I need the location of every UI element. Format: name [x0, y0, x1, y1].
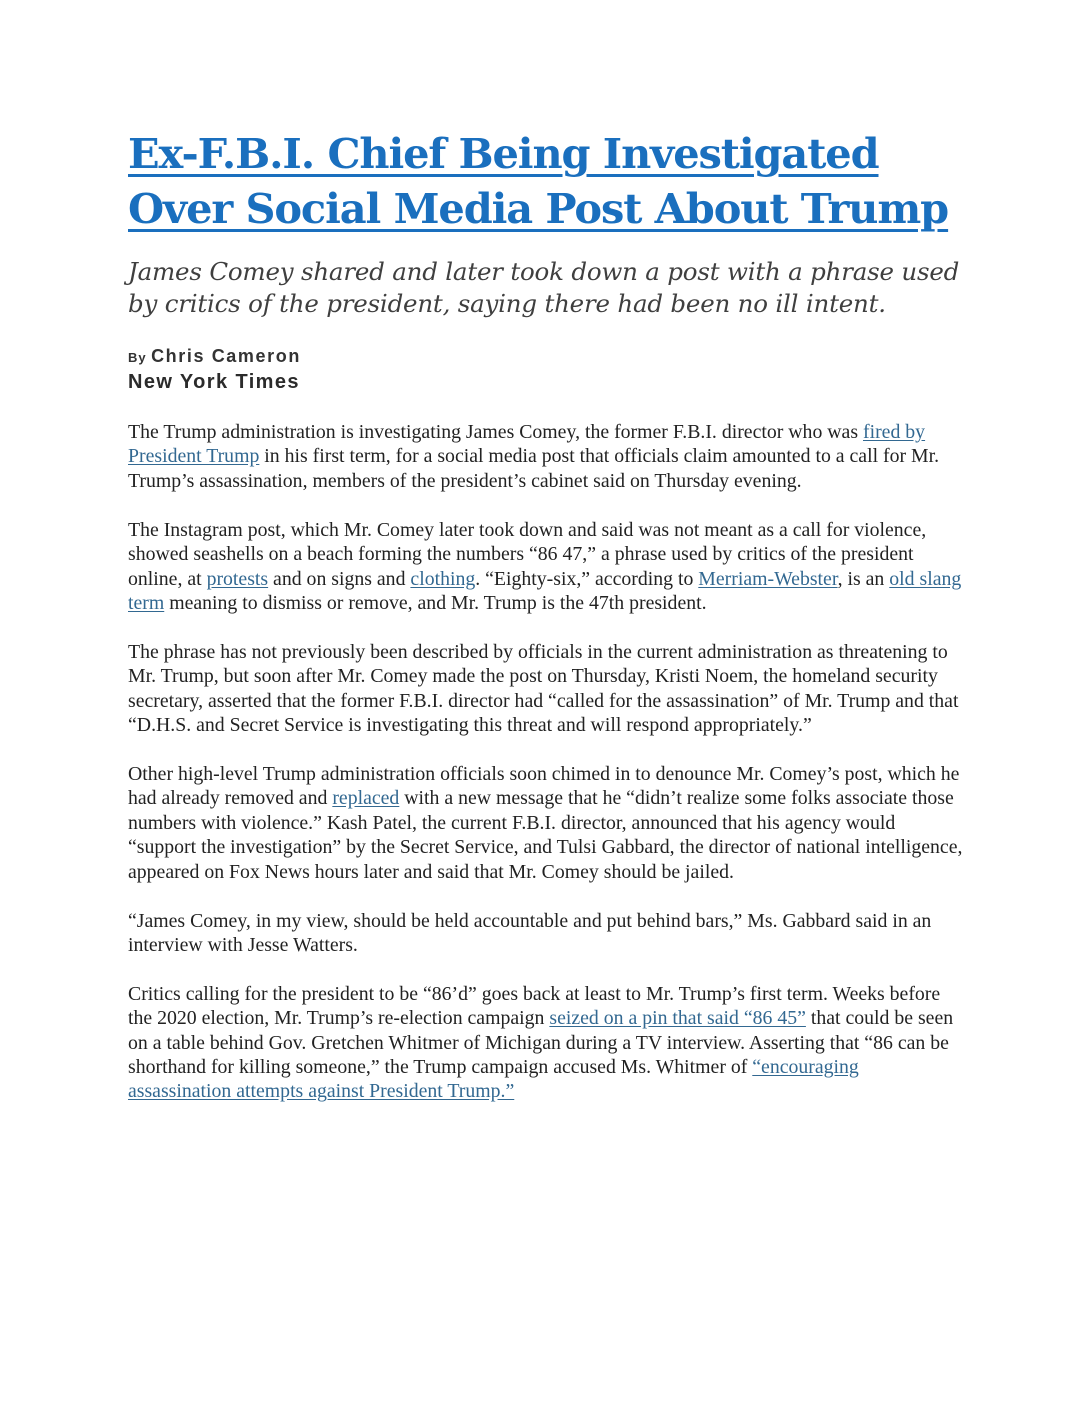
paragraph-4 — [128, 762, 964, 884]
paragraph-text: in his first term, for a social media post that officials claim amounted to a call for Mr. Trump’s assassination, members of the president’s cabinet said on Thursday evening. — [128, 445, 940, 492]
link-old-slang-term[interactable]: old slang term — [128, 567, 962, 614]
link-clothing[interactable]: clothing — [410, 567, 476, 590]
author-name: Chris Cameron — [151, 346, 301, 366]
paragraph-text: The phrase has not previously been described by officials in the current administration as threatening to Mr. Trump, but soon after Mr. Comey made the post on Thursday, Kristi Noem, the homeland security secretary, asserted that the former F.B.I. director had “called for the assassination” of Mr. Trump and that “D.H.S. and Secret Service is investigating this threat and will respond appropriately.” — [128, 640, 959, 737]
article-dek: James Comey shared and later took down a post with a phrase used by critics of the president, saying there had been no ill intent. — [128, 257, 960, 318]
article — [128, 126, 964, 1128]
paragraph-text: The Trump administration is investigating James Comey, the former F.B.I. director who was — [128, 421, 863, 443]
paragraph-text: “James Comey, in my view, should be held accountable and put behind bars,” Ms. Gabbard said in an interview with Jesse Watters. — [128, 909, 932, 956]
link-protests[interactable]: protests — [206, 567, 269, 590]
byline-prefix: By — [128, 350, 147, 365]
paragraph-text: that could be seen on a table behind Gov. Gretchen Whitmer of Michigan during a TV interview. Asserting that “86 can be shorthand for killing someone,” the Trump campaign accused Ms. Whitmer of — [128, 1007, 954, 1079]
link-merriam-webster[interactable]: Merriam-Webster — [698, 567, 838, 590]
paragraph-text: Other high-level Trump administration officials soon chimed in to denounce Mr. Comey’s post, which he had already removed and — [128, 762, 960, 810]
publication-name: New York Times — [128, 371, 300, 393]
paragraph-text: , is an — [837, 567, 890, 590]
byline — [128, 346, 964, 394]
link-fired-by-president-trump[interactable]: fired by President Trump — [128, 421, 926, 468]
paragraph-text: and on signs and — [268, 567, 411, 590]
paragraph-text: Critics calling for the president to be “86’d” goes back at least to Mr. Trump’s first term. Weeks before the 2020 election, Mr. Trump’s re-election campaign — [128, 982, 941, 1030]
paragraph-1 — [128, 420, 964, 493]
article-body — [128, 420, 964, 1104]
paragraph-2 — [128, 518, 964, 616]
paragraph-5 — [128, 909, 964, 958]
paragraph-text: . “Eighty-six,” according to — [475, 567, 699, 590]
link-seized-on-a-pin[interactable]: seized on a pin that said “86 45” — [549, 1007, 806, 1030]
headline-link[interactable]: Ex-F.B.I. Chief Being Investigated Over Social Media Post About Trump — [128, 129, 949, 233]
headline-container — [128, 126, 964, 236]
paragraph-6 — [128, 982, 964, 1104]
link-replaced[interactable]: replaced — [332, 787, 400, 810]
paragraph-text: The Instagram post, which Mr. Comey later took down and said was not meant as a call for violence, showed seashells on a beach forming the numbers “86 47,” a phrase used by critics of the president online, at — [128, 518, 927, 590]
paragraph-3 — [128, 640, 964, 738]
paragraph-text: with a new message that he “didn’t realize some folks associate those numbers with violence.” Kash Patel, the current F.B.I. director, announced that his agency would “support the investigation” by the Secret Service, and Tulsi Gabbard, the director of national intelligence, appeared on Fox News hours later and said that Mr. Comey should be jailed. — [128, 787, 963, 883]
paragraph-text: meaning to dismiss or remove, and Mr. Trump is the 47th president. — [164, 591, 707, 614]
link-encouraging-assassination-attempts[interactable]: “encouraging assassination attempts against President Trump.” — [128, 1056, 859, 1103]
